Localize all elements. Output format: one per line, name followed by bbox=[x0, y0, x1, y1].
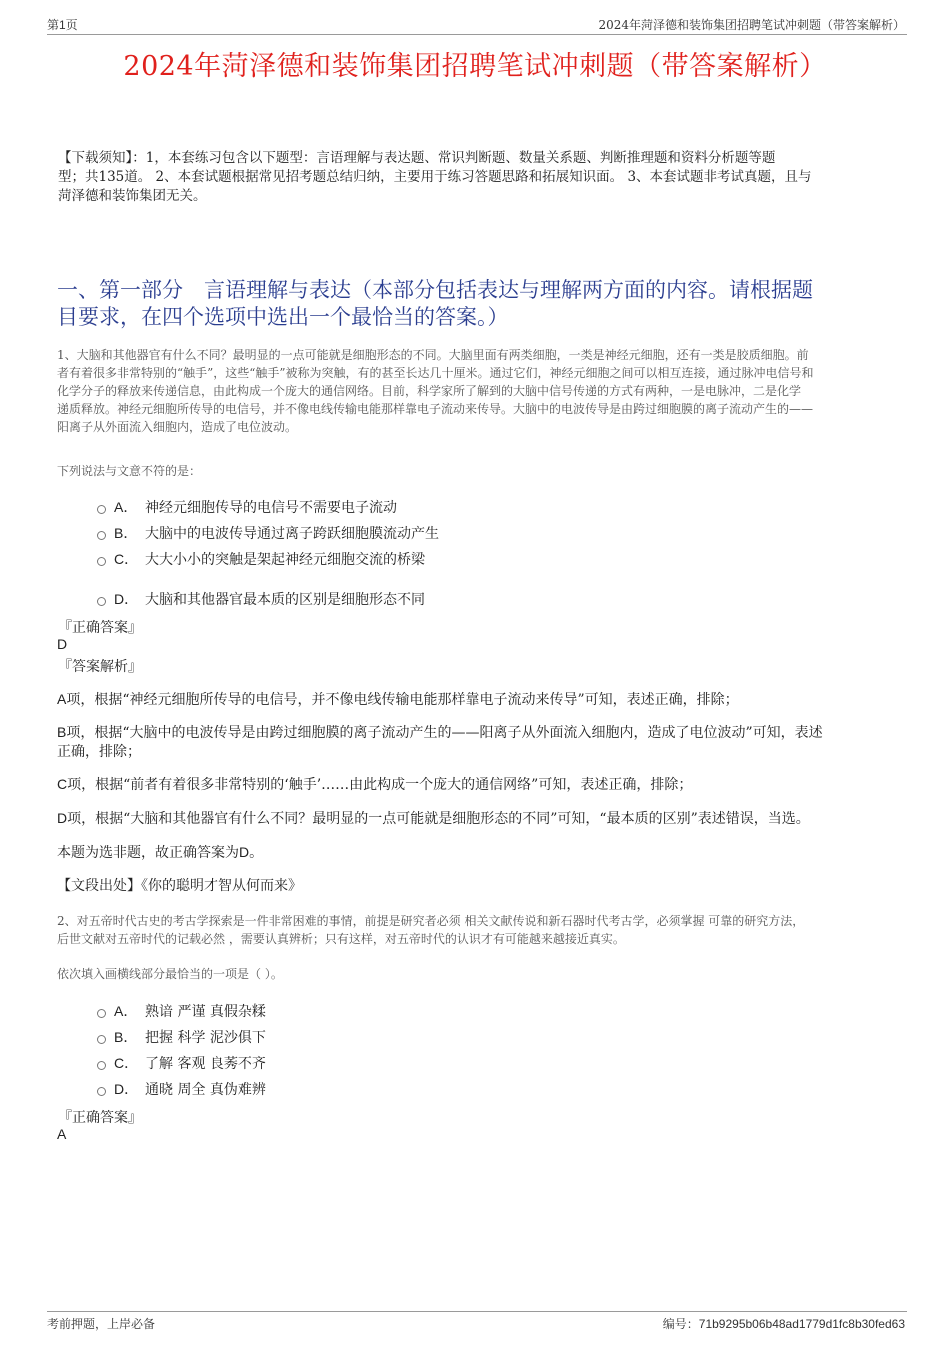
analysis-item-d bbox=[57, 809, 897, 829]
document-title: 2024年菏泽德和装饰集团招聘笔试冲刺题（带答案解析） bbox=[123, 51, 827, 82]
analysis-letter: C bbox=[57, 776, 68, 792]
download-notice bbox=[58, 149, 898, 206]
radio-button[interactable] bbox=[97, 597, 106, 606]
option-letter: D． bbox=[114, 591, 139, 607]
section-title bbox=[57, 277, 897, 331]
option-letter: C． bbox=[114, 551, 139, 567]
option-text: 了解 客观 良莠不齐 bbox=[145, 1056, 266, 1072]
correct-answer-value: A bbox=[57, 1126, 67, 1142]
analysis-letter: B bbox=[57, 724, 67, 740]
passage-line: 阳离子从外面流入细胞内，造成了电位波动。 bbox=[57, 420, 298, 434]
option-letter: A． bbox=[114, 499, 138, 515]
question-1-option-b[interactable] bbox=[97, 523, 439, 543]
question-1-option-a[interactable] bbox=[97, 497, 397, 517]
page-footer bbox=[47, 1311, 907, 1331]
notice-line: 型；共135道。 2、本套试题根据常见招考题总结归纳，主要用于练习答题思路和拓展知识面。 3、本套试题非考试真题，且与 bbox=[58, 169, 812, 185]
question-1-option-c[interactable] bbox=[97, 549, 425, 569]
question-1-option-d[interactable] bbox=[97, 589, 425, 609]
radio-button[interactable] bbox=[97, 1087, 106, 1096]
question-2-option-a[interactable] bbox=[97, 1001, 266, 1021]
analysis-item-b bbox=[57, 723, 897, 762]
passage-source: 【文段出处】《你的聪明才智从何而来》 bbox=[57, 878, 302, 894]
analysis-text: 项，根据“前者有着很多非常特别的‘触手’……由此构成一个庞大的通信网络”可知，表述正确，排除； bbox=[67, 777, 693, 793]
correct-answer-label: 『正确答案』 bbox=[58, 620, 142, 636]
option-letter: A． bbox=[114, 1003, 138, 1019]
analysis-label: 『答案解析』 bbox=[58, 659, 142, 675]
option-text: 大脑和其他器官最本质的区别是细胞形态不同 bbox=[145, 592, 425, 608]
radio-button[interactable] bbox=[97, 1035, 106, 1044]
radio-button[interactable] bbox=[97, 505, 106, 514]
conclusion-end: 。 bbox=[249, 845, 264, 861]
question-2-option-c[interactable] bbox=[97, 1053, 266, 1073]
question-2-passage bbox=[57, 912, 899, 948]
analysis-item-c bbox=[57, 775, 897, 795]
analysis-conclusion bbox=[57, 843, 897, 863]
option-text: 大大小小的突触是架起神经元细胞交流的桥梁 bbox=[145, 552, 425, 568]
header-doc-title: 2024年菏泽德和装饰集团招聘笔试冲刺题（带答案解析） bbox=[598, 18, 905, 32]
analysis-text: 正确，排除； bbox=[57, 744, 141, 760]
passage-line: 后世文献对五帝时代的记载必然 ，需要认真辨析；只有这样，对五帝时代的认识才有可能越来越接近真实。 bbox=[57, 932, 625, 946]
passage-line: 1、大脑和其他器官有什么不同？最明显的一点可能就是细胞形态的不同。大脑里面有两类细胞，一类是神经元细胞，还有一类是胶质细胞。前 bbox=[57, 348, 809, 362]
question-2-prompt: 依次填入画横线部分最恰当的一项是（ ）。 bbox=[57, 967, 283, 981]
option-text: 熟谙 严谨 真假杂糅 bbox=[145, 1004, 266, 1020]
option-letter: B． bbox=[114, 525, 138, 541]
passage-line: 化学分子的释放来传递信息，由此构成一个庞大的通信网络。目前，科学家所了解到的大脑中信号传递的方式有两种，一是电脉冲，二是化学 bbox=[57, 384, 802, 398]
page-header bbox=[47, 14, 907, 35]
notice-line: 【下载须知】：1，本套练习包含以下题型：言语理解与表达题、常识判断题、数量关系题、判断推理题和资料分析题等题 bbox=[58, 150, 776, 166]
footer-code-value: 71b9295b06b48ad1779d1fc8b30fed63 bbox=[698, 1317, 905, 1331]
option-letter: D． bbox=[114, 1081, 139, 1097]
radio-button[interactable] bbox=[97, 1061, 106, 1070]
passage-line: 者有着很多非常特别的“触手”，这些“触手”被称为突触，有的甚至长达几十厘米。通过它们，神经元细胞之间可以相互连接，通过脉冲电信号和 bbox=[57, 366, 814, 380]
radio-button[interactable] bbox=[97, 1009, 106, 1018]
question-2-option-d[interactable] bbox=[97, 1079, 266, 1099]
analysis-letter: A bbox=[57, 691, 67, 707]
passage-line: 递质释放。神经元细胞所传导的电信号，并不像电线传输电能那样靠电子流动来传导。大脑中的电波传导是由跨过细胞膜的离子流动产生的—— bbox=[57, 402, 814, 416]
notice-line: 菏泽德和装饰集团无关。 bbox=[58, 188, 207, 204]
radio-button[interactable] bbox=[97, 557, 106, 566]
section-title-line: 一、第一部分 言语理解与表达（本部分包括表达与理解两方面的内容。请根据题 bbox=[57, 278, 813, 302]
footer-code bbox=[663, 1315, 905, 1332]
passage-line: 2、对五帝时代古史的考古学探索是一件非常困难的事情，前提是研究者必须 相关文献传说和新石器时代考古学，必须掌握 可靠的研究方法， bbox=[57, 914, 805, 928]
correct-answer-value: D bbox=[57, 636, 68, 652]
correct-answer-label: 『正确答案』 bbox=[58, 1110, 142, 1126]
analysis-text: 项，根据“大脑中的电波传导是由跨过细胞膜的离子流动产生的——阳离子从外面流入细胞内，造成了电位波动”可知，表述 bbox=[66, 725, 823, 741]
conclusion-text: 本题为选非题，故正确答案为 bbox=[57, 845, 239, 861]
option-text: 神经元细胞传导的电信号不需要电子流动 bbox=[145, 500, 397, 516]
option-text: 通晓 周全 真伪难辨 bbox=[145, 1082, 266, 1098]
option-text: 大脑中的电波传导通过离子跨跃细胞膜流动产生 bbox=[145, 526, 439, 542]
question-2-option-b[interactable] bbox=[97, 1027, 266, 1047]
analysis-text: 项，根据“神经元细胞所传导的电信号，并不像电线传输电能那样靠电子流动来传导”可知，表述正确，排除； bbox=[66, 692, 739, 708]
section-title-line: 目要求，在四个选项中选出一个最恰当的答案。） bbox=[57, 305, 509, 329]
question-1-prompt: 下列说法与文意不符的是： bbox=[57, 464, 202, 478]
option-letter: B． bbox=[114, 1029, 138, 1045]
footer-slogan: 考前押题，上岸必备 bbox=[47, 1317, 156, 1331]
option-letter: C． bbox=[114, 1055, 139, 1071]
footer-code-label: 编号： bbox=[662, 1317, 699, 1331]
page-number: 第1页 bbox=[47, 18, 78, 32]
radio-button[interactable] bbox=[97, 531, 106, 540]
question-1-passage bbox=[57, 346, 899, 436]
conclusion-letter: D bbox=[239, 844, 250, 860]
option-text: 把握 科学 泥沙俱下 bbox=[145, 1030, 266, 1046]
analysis-text: 项，根据“大脑和其他器官有什么不同？最明显的一点可能就是细胞形态的不同”可知，“最本质的区别”表述错误，当选。 bbox=[67, 811, 810, 827]
analysis-item-a bbox=[57, 690, 897, 710]
analysis-letter: D bbox=[57, 810, 68, 826]
